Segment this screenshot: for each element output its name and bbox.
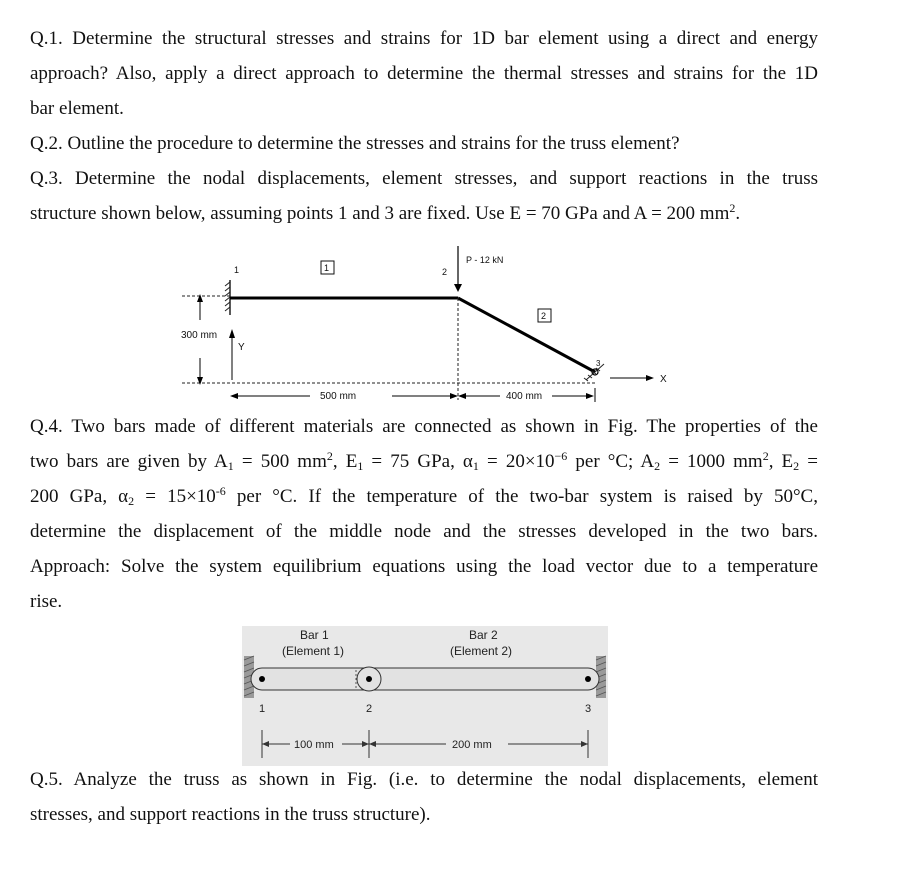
dimension-100-label: 100 mm	[294, 739, 334, 751]
y-axis-arrow-icon	[229, 329, 235, 380]
x-axis-arrow-icon	[610, 375, 654, 381]
node-2-label: 2	[442, 267, 448, 277]
q1-line-1: Q.1. Determine the structural stresses and strains for 1D bar element using a direct and energy	[30, 28, 818, 49]
x-axis-label: X	[660, 374, 667, 385]
question-1	[30, 21, 818, 126]
node-2-dot	[366, 676, 372, 682]
truss-member-2	[458, 298, 595, 372]
node-1-dot	[259, 676, 265, 682]
q5-line-2: stresses, and support reactions in the truss structure).	[30, 804, 431, 825]
load-arrow-icon	[454, 246, 462, 292]
two-bar-figure	[242, 626, 608, 766]
truss-figure	[170, 240, 690, 410]
wall-support-icon	[225, 280, 230, 315]
node-2-label: 2	[366, 703, 373, 715]
node-3-dot	[585, 676, 591, 682]
bar-2-element: (Element 2)	[450, 644, 513, 658]
dimension-200-label: 200 mm	[452, 739, 492, 751]
question-3	[30, 161, 818, 231]
node-3-label: 3	[585, 703, 592, 715]
element-2-label: 2	[541, 311, 547, 321]
dimension-400-label: 400 mm	[506, 391, 543, 402]
q1-line-2: approach? Also, apply a direct approach to determine the thermal stresses and strains for the 1D	[30, 63, 818, 84]
q4-line-3: 200 GPa, $\alpha_2 = 15\times 10^{-6}$ per °C. If the temperature of the two-bar system is raised by 50°C,	[30, 484, 818, 508]
question-4	[30, 409, 818, 619]
q3-line-1: Q.3. Determine the nodal displacements, element stresses, and support reactions in the truss	[30, 168, 818, 189]
load-label: P - 12 kN	[466, 255, 504, 265]
bar-1-name: Bar 1	[300, 628, 329, 642]
question-2	[30, 126, 818, 161]
element-1-label: 1	[324, 263, 330, 273]
bar-1-element: (Element 1)	[282, 644, 345, 658]
node-3-label: 3	[596, 359, 601, 368]
q2-line-1: Q.2. Outline the procedure to determine the stresses and strains for the truss element?	[30, 133, 680, 154]
q4-line-4: determine the displacement of the middle node and the stresses developed in the two bars.	[30, 521, 818, 542]
q4-line-6: rise.	[30, 591, 63, 612]
bar-2-name: Bar 2	[469, 628, 498, 642]
node-1-label: 1	[234, 265, 240, 275]
bar-2-shape	[362, 668, 599, 690]
y-axis-label: Y	[238, 342, 245, 353]
q4-line-5: Approach: Solve the system equilibrium equations using the load vector due to a temperature	[30, 556, 818, 577]
q5-line-1: Q.5. Analyze the truss as shown in Fig. (i.e. to determine the nodal displacements, element	[30, 769, 818, 790]
dimension-500-label: 500 mm	[320, 391, 357, 402]
height-label: 300 mm	[181, 330, 218, 341]
question-5	[30, 762, 818, 832]
node-1-label: 1	[259, 703, 266, 715]
q4-line-2: two bars are given by $A_1 = 500$ $mm^2$, $E_1 = 75$ GPa, $\alpha_1 = 20\times 10^{-6}$ per °C; $A_2 = 1000$ $mm^2$, $E_2$ =	[30, 449, 818, 473]
q1-line-3: bar element.	[30, 98, 124, 119]
q4-line-1: Q.4. Two bars made of different materials are connected as shown in Fig. The properties of the	[30, 416, 818, 437]
q3-line-2: structure shown below, assuming points 1 and 3 are fixed. Use E = 70 GPa and A = 200 $mm^2$.	[30, 201, 741, 224]
